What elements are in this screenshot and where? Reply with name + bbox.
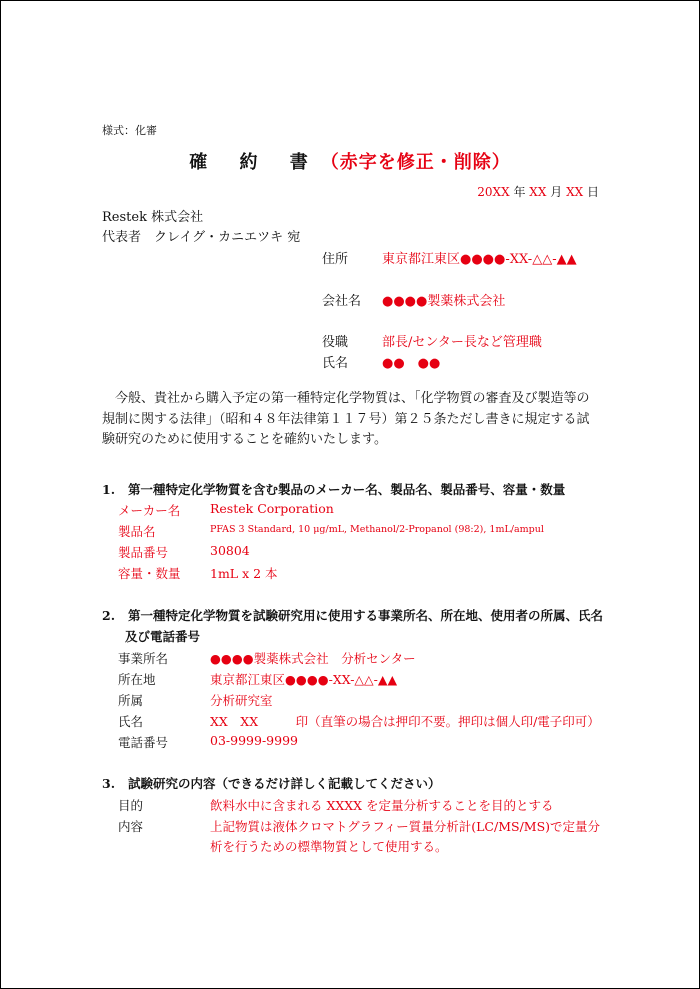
section3-content-value: 上記物質は液体クロマトグラフィー質量分析計(LC/MS/MS)で定量分析を行うための標準物質として使用する。: [210, 819, 601, 854]
section2-title-line2: 及び電話番号: [125, 629, 201, 644]
addressee-representative: 代表者 クレイグ・カニエツキ 宛: [102, 230, 301, 245]
section1-partno-label: 製品番号: [118, 545, 169, 560]
document-title: [1, 148, 699, 174]
section1-qty-value: 1mL x 2 本: [210, 566, 278, 581]
form-code: 様式：化審: [102, 124, 157, 137]
intro-paragraph: 今般、貴社から購入予定の第一種特定化学物質は、「化学物質の審査及び製造等の規制に関する法律」（昭和４８年法律第１１７号）第２５条ただし書きに規定する試験研究のために使用することを確約いたします。: [102, 391, 590, 447]
section1-heading: [102, 480, 565, 498]
date-month-unit: 月: [550, 185, 563, 199]
sender-position-label: 役職: [322, 335, 349, 350]
section1-partno-value: 30804: [210, 543, 250, 558]
title-note: （赤字を修正・削除）: [320, 152, 511, 173]
section2-name-label: 氏名: [118, 714, 144, 729]
section1-maker-label: メーカー名: [118, 503, 181, 518]
date-day: XX: [566, 185, 584, 199]
section2-phone-label: 電話番号: [118, 735, 169, 750]
sender-name-label: 氏名: [322, 356, 349, 371]
date-month: XX: [529, 185, 547, 199]
section2-title-line1: 第一種特定化学物質を試験研究用に使用する事業所名、所在地、使用者の所属、氏名: [128, 608, 604, 623]
section1-product-label: 製品名: [118, 524, 156, 539]
section1-number: 1.: [102, 482, 116, 497]
section3-number: 3.: [102, 776, 116, 791]
section1-title: 第一種特定化学物質を含む製品のメーカー名、製品名、製品番号、容量・数量: [128, 482, 566, 497]
section3-heading: [102, 774, 441, 792]
section1-product-value: PFAS 3 Standard, 10 μg/mL, Methanol/2-Propanol (98:2), 1mL/ampul: [210, 524, 544, 535]
section2-dept-value: 分析研究室: [210, 693, 273, 708]
addressee-company: Restek 株式会社: [102, 210, 204, 225]
section3-title: 試験研究の内容（できるだけ詳しく記載してください）: [128, 776, 441, 791]
title-main: 確 約 書: [189, 152, 321, 173]
document-date: [477, 183, 599, 200]
sender-address-value: 東京都江東区●●●●-XX-△△-▲▲: [382, 252, 577, 267]
section2-location-value: 東京都江東区●●●●-XX-△△-▲▲: [210, 672, 398, 687]
section2-phone-value: 03-9999-9999: [210, 733, 298, 748]
section2-number: 2.: [102, 608, 116, 623]
sender-company-value: ●●●●製薬株式会社: [382, 294, 506, 309]
section1-maker-value: Restek Corporation: [210, 501, 334, 516]
section2-office-label: 事業所名: [118, 651, 169, 666]
section3-content-label: 内容: [118, 819, 144, 834]
sender-name-value: ●● ●●: [382, 356, 441, 371]
section2-heading: [102, 606, 603, 624]
section2-office-value: ●●●●製薬株式会社 分析センター: [210, 651, 416, 666]
sender-address-label: 住所: [322, 252, 349, 267]
section2-location-label: 所在地: [118, 672, 156, 687]
section3-purpose-label: 目的: [118, 798, 144, 813]
section2-name-value: XX XX 印（直筆の場合は押印不要。押印は個人印/電子印可）: [210, 714, 600, 729]
date-year: 20XX: [477, 185, 510, 199]
sender-company-label: 会社名: [322, 294, 362, 309]
sender-position-value: 部長/センター長など管理職: [382, 335, 542, 350]
section2-dept-label: 所属: [118, 693, 144, 708]
section1-qty-label: 容量・数量: [118, 566, 181, 581]
date-year-unit: 年: [513, 185, 526, 199]
date-day-unit: 日: [586, 185, 599, 199]
section3-purpose-value: 飲料水中に含まれる XXXX を定量分析することを目的とする: [210, 798, 554, 813]
